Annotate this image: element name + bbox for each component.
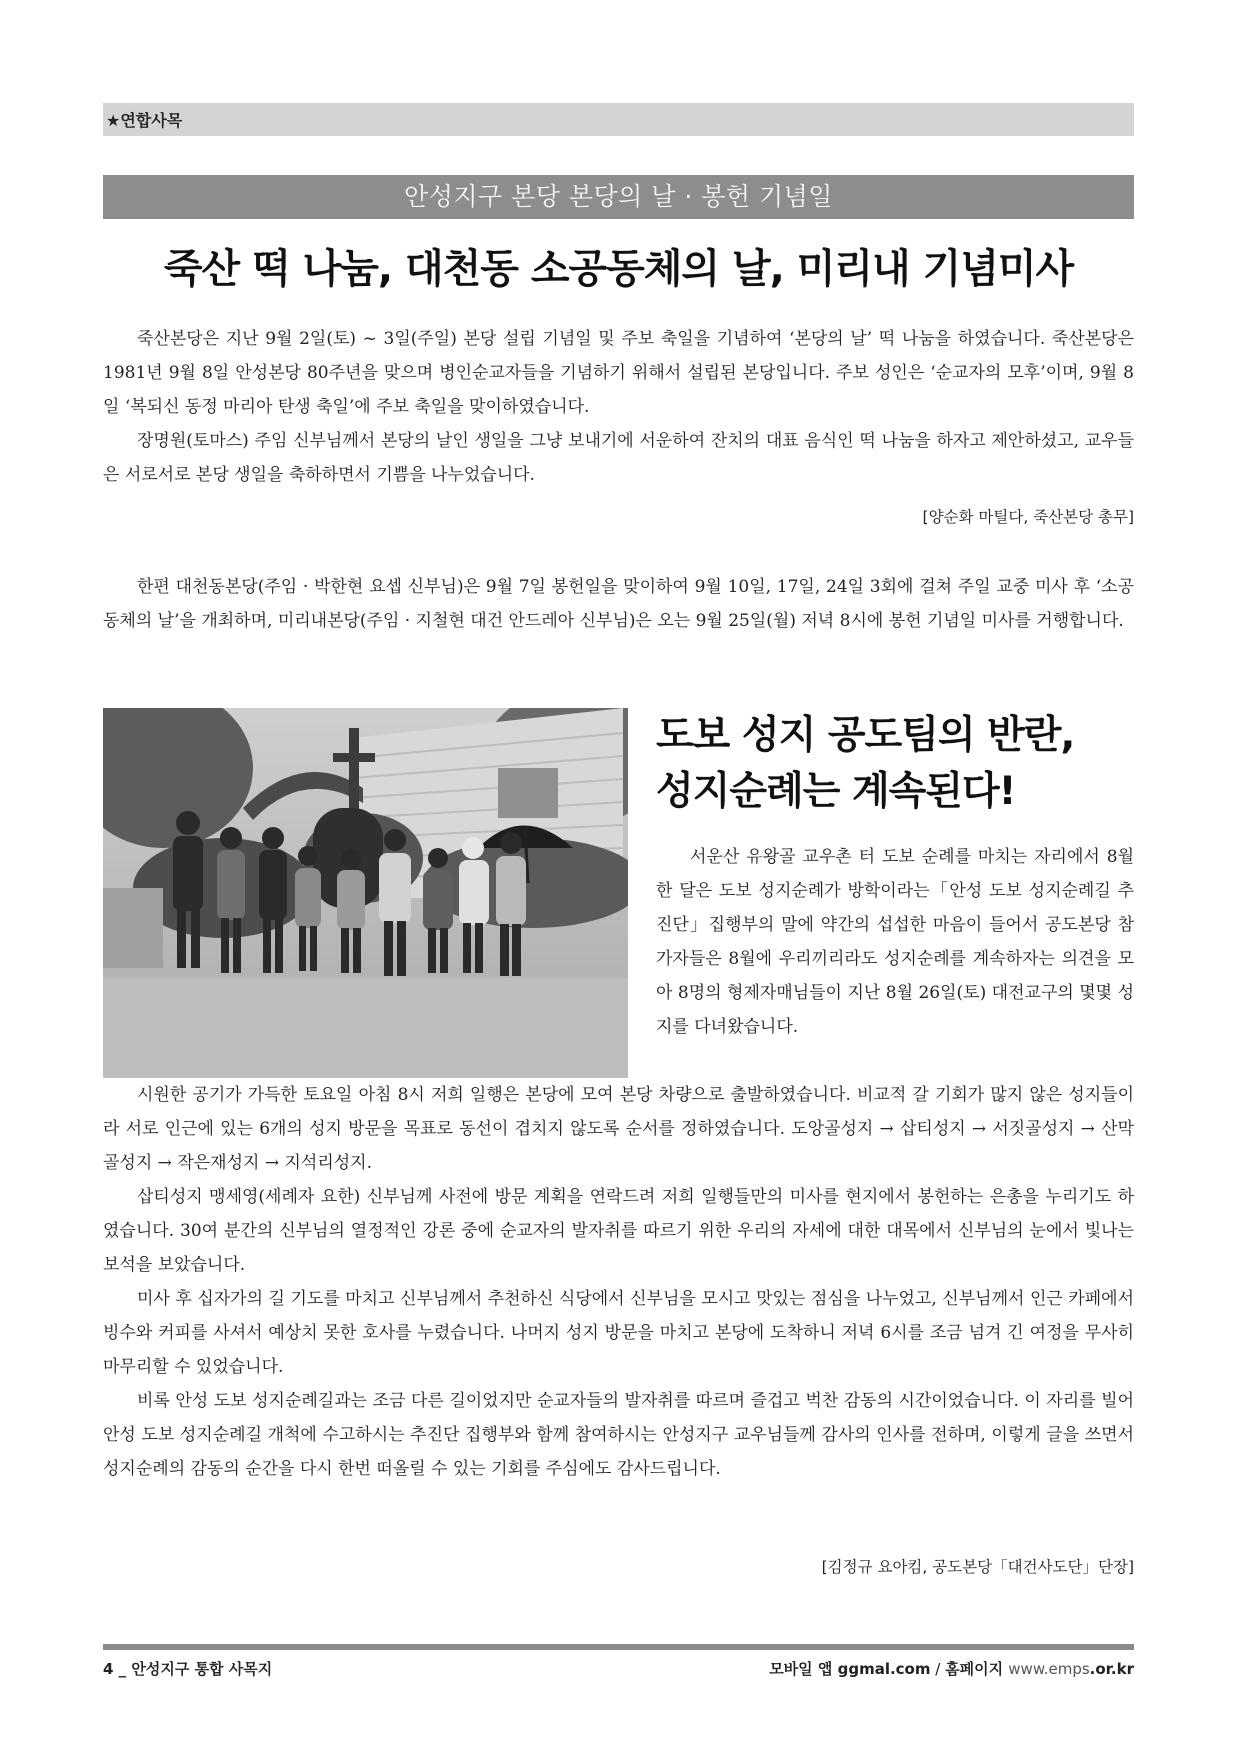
footer-homepage-url-a[interactable]: www.emps <box>1008 1660 1090 1678</box>
article2-body <box>103 570 1134 638</box>
pilgrimage-group-photo-illustration <box>103 708 628 1078</box>
article3-column-text <box>656 840 1134 1044</box>
article3-paragraph-2: 삽티성지 맹세영(세례자 요한) 신부님께 사전에 방문 계획을 연락드려 저희 일행들만의 미사를 현지에서 봉헌하는 은총을 누리기도 하였습니다. 30여 분간의 신부님의 열정적인 강론 중에 순교자의 발자취를 따르기 위한 우리의 자세에 대한 대목에서 신부님의 눈에서 빛나는 보석을 보았습니다. <box>103 1187 1134 1275</box>
article3-headline-line-1: 도보 성지 공도팀의 반란, <box>656 713 1075 758</box>
article3-paragraph-3: 미사 후 십자가의 길 기도를 마치고 신부님께서 추천하신 식당에서 신부님을 모시고 맛있는 점심을 나누었고, 신부님께서 인근 카페에서 빙수와 커피를 사셔서 예상치 못한 호사를 누렸습니다. 나머지 성지 방문을 마치고 본당에 도착하니 저녁 6시를 조금 넘겨 긴 여정을 무사히 마무리할 수 있었습니다. <box>103 1289 1134 1377</box>
footer-separator: / <box>930 1660 946 1678</box>
article3-paragraph-1: 시원한 공기가 가득한 토요일 아침 8시 저희 일행은 본당에 모여 본당 차량으로 출발하였습니다. 비교적 갈 기회가 많지 않은 성지들이라 서로 인근에 있는 6개의 성지 방문을 목표로 동선이 겹치지 않도록 순서를 정하였습니다. 도앙골성지 → 삽티성지 → 서짓골성지 → 산막골성지 → 작은재성지 → 지석리성지. <box>103 1085 1134 1173</box>
footer-divider <box>103 1644 1134 1650</box>
section-label: ★연합사목 <box>106 111 183 130</box>
article3-headline <box>656 708 1136 820</box>
article1-paragraph-1: 죽산본당은 지난 9월 2일(토) ~ 3일(주일) 본당 설립 기념일 및 주보 축일을 기념하여 ‘본당의 날’ 떡 나눔을 하였습니다. 죽산본당은 1981년 9월 8일 안성본당 80주년을 맞으며 병인순교자들을 기념하기 위해서 설립된 본당입니다. 주보 성인은 ‘순교자의 모후’이며, 9월 8일 ‘복되신 동정 마리아 탄생 축일’에 주보 축일을 맞이하였습니다. <box>103 329 1134 417</box>
article1-body <box>103 322 1134 492</box>
article3-column-paragraph: 서운산 유왕골 교우촌 터 도보 순례를 마치는 자리에서 8월 한 달은 도보 성지순례가 방학이라는「안성 도보 성지순례길 추진단」집행부의 말에 약간의 섭섭한 마음이 들어서 공도본당 참가자들은 8월에 우리끼리라도 성지순례를 계속하자는 의견을 모아 8명의 형제자매님들이 지난 8월 26일(토) 대전교구의 몇몇 성지를 다녀왔습니다. <box>656 847 1134 1037</box>
article-subtitle: 안성지구 본당 본당의 날 · 봉헌 기념일 <box>404 182 833 211</box>
section-header-bar <box>103 103 1134 136</box>
footer-mobile-app[interactable]: 모바일 앱 ggmal.com <box>769 1660 931 1678</box>
article1-signature: [양순화 마틸다, 죽산본당 총무] <box>922 508 1134 526</box>
footer-links <box>769 1658 1134 1679</box>
article3-paragraph-4: 비록 안성 도보 성지순례길과는 조금 다른 길이었지만 순교자들의 발자취를 따르며 즐겁고 벅찬 감동의 시간이었습니다. 이 자리를 빌어 안성 도보 성지순례길 개척에 수고하시는 추진단 집행부와 함께 참여하시는 안성지구 교우님들께 감사의 인사를 전하며, 이렇게 글을 쓰면서 성지순례의 감동의 순간을 다시 한번 떠올릴 수 있는 기회를 주심에도 감사드립니다. <box>103 1391 1134 1479</box>
article3-signature: [김정규 요아킴, 공도본당「대건사도단」단장] <box>821 1558 1134 1576</box>
footer-page-label: 4 _ 안성지구 통합 사목지 <box>103 1660 273 1678</box>
article1-paragraph-2: 장명원(토마스) 주임 신부님께서 본당의 날인 생일을 그냥 보내기에 서운하여 잔치의 대표 음식인 떡 나눔을 하자고 제안하셨고, 교우들은 서로서로 본당 생일을 축하하면서 기쁨을 나누었습니다. <box>103 431 1134 485</box>
article-headline: 죽산 떡 나눔, 대천동 소공동체의 날, 미리내 기념미사 <box>163 246 1074 292</box>
article-subtitle-bar <box>103 175 1134 219</box>
article3-body <box>103 1078 1134 1486</box>
pilgrimage-group-photo <box>103 708 628 1078</box>
article2-paragraph: 한편 대천동본당(주임 · 박한현 요셉 신부님)은 9월 7일 봉헌일을 맞이하여 9월 10일, 17일, 24일 3회에 걸쳐 주일 교중 미사 후 ‘소공동체의 날’을 개최하며, 미리내본당(주임 · 지철현 대건 안드레아 신부님)은 오는 9월 25일(월) 저녁 8시에 봉헌 기념일 미사를 거행합니다. <box>103 577 1134 631</box>
footer-homepage-label: 홈페이지 <box>945 1660 1009 1678</box>
article3-headline-line-2: 성지순례는 계속된다! <box>656 769 1016 814</box>
footer-homepage-url-b[interactable]: .or.kr <box>1089 1660 1134 1678</box>
